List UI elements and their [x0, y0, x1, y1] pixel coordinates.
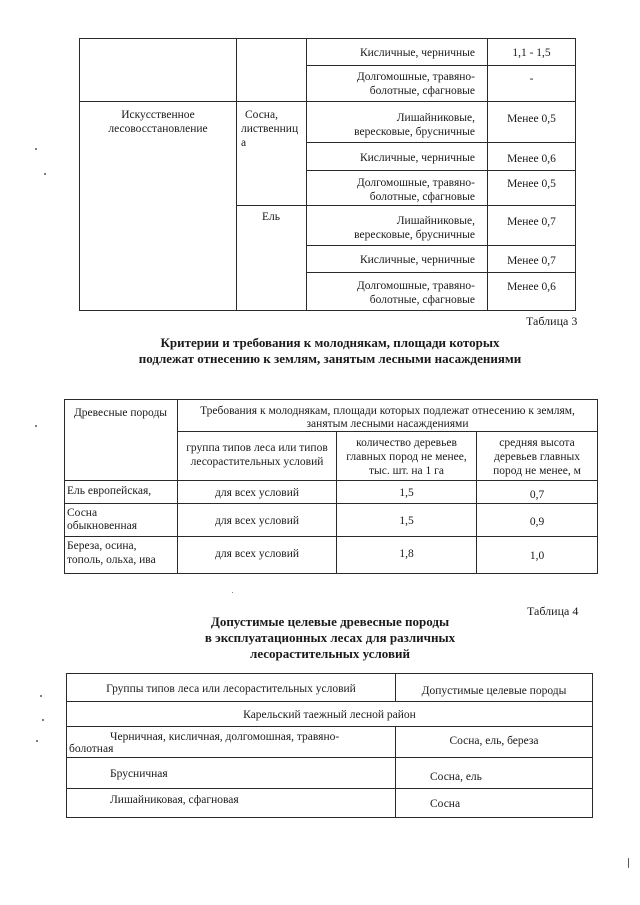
value-cell: Менее 0,7: [507, 255, 556, 267]
forest-type-cell: Лишайниковые,: [396, 215, 475, 227]
table-cell: 1,5: [399, 515, 414, 527]
value-cell: Менее 0,5: [507, 178, 556, 190]
table-cell: Сосна, ель, береза: [449, 735, 539, 747]
table-cell: для всех условий: [214, 548, 300, 560]
table-cell: Ель европейская,: [67, 485, 152, 497]
column-header: группа типов леса или типов: [186, 442, 328, 454]
forest-type-cell: вересковые, брусничные: [354, 126, 475, 138]
table-3-title: Критерии и требования к молоднякам, площади которых: [160, 335, 500, 350]
table-cell: 1,0: [529, 550, 545, 562]
table-3-title: подлежат отнесению к землям, занятым лесными насаждениями: [138, 351, 522, 366]
table-cell: 1,5: [399, 487, 414, 499]
forest-type-cell: Долгомошные, травяно-: [356, 177, 475, 189]
method-cell: Искусственное: [121, 109, 195, 121]
column-header: пород не менее, м: [493, 465, 581, 477]
column-header: тыс. шт. на 1 га: [369, 465, 444, 477]
value-cell: -: [529, 73, 534, 85]
species-cell: Ель: [262, 211, 281, 223]
table-4-title: Допустимые целевые древесные породы: [210, 614, 450, 629]
column-header: Допустимые целевые породы: [421, 685, 567, 697]
table-cell: для всех условий: [214, 515, 300, 527]
column-header: занятым лесными насаждениями: [306, 418, 469, 430]
table-cell: Сосна: [67, 507, 98, 519]
column-header: деревьев главных: [494, 451, 580, 463]
value-cell: 1,1 - 1,5: [512, 47, 551, 59]
forest-type-cell: вересковые, брусничные: [354, 229, 475, 241]
forest-type-cell: болотные, сфагновые: [369, 85, 475, 97]
table-cell: для всех условий: [214, 487, 300, 499]
column-header: главных пород не менее,: [346, 451, 467, 463]
table-cell: Береза, осина,: [67, 540, 137, 552]
forest-type-cell: Кисличные, черничные: [359, 47, 475, 59]
table-cell: 0,7: [529, 489, 545, 501]
forest-type-cell: Лишайниковые,: [396, 112, 475, 124]
table-4-title: в эксплуатационных лесах для различных: [204, 630, 456, 645]
forest-type-cell: болотные, сфагновые: [369, 191, 475, 203]
value-cell: Менее 0,5: [507, 113, 556, 125]
value-cell: Менее 0,6: [507, 281, 556, 293]
forest-type-cell: Кисличные, черничные: [359, 254, 475, 266]
column-header: количество деревьев: [356, 437, 457, 449]
forest-type-cell: болотные, сфагновые: [369, 294, 475, 306]
column-header: Древесные породы: [73, 407, 168, 419]
species-cell: Сосна,: [245, 109, 278, 121]
species-cell: лиственниц: [241, 123, 299, 135]
column-header: лесорастительных условий: [190, 456, 324, 468]
table-4-label: Таблица 4: [527, 604, 579, 618]
region-row: Карельский таежный лесной район: [243, 709, 416, 721]
table-cell: болотная: [69, 743, 114, 755]
method-cell: лесовосстановление: [108, 123, 208, 135]
column-header: Требования к молоднякам, площади которых подлежат отнесению к землям,: [200, 405, 575, 417]
forest-type-cell: Долгомошные, травяно-: [356, 280, 475, 292]
forest-type-cell: Долгомошные, травяно-: [356, 71, 475, 83]
table-3-label: Таблица 3: [526, 314, 578, 328]
table-cell: 1,8: [399, 548, 414, 560]
table-cell: 0,9: [529, 516, 545, 528]
table-cell: Брусничная: [110, 768, 168, 780]
table-cell: Черничная, кисличная, долгомошная, травяно-: [110, 731, 340, 743]
table-cell: Сосна: [430, 798, 461, 810]
value-cell: Менее 0,6: [507, 153, 556, 165]
species-cell: а: [241, 137, 247, 149]
table-cell: Сосна, ель: [430, 771, 482, 783]
table-cell: тополь, ольха, ива: [67, 554, 156, 566]
column-header: средняя высота: [499, 437, 575, 449]
column-header: Группы типов леса или лесорастительных условий: [106, 683, 356, 695]
table-cell: обыкновенная: [67, 520, 137, 532]
table-4-title: лесорастительных условий: [250, 646, 410, 661]
table-cell: Лишайниковая, сфагновая: [110, 794, 239, 806]
value-cell: Менее 0,7: [507, 216, 556, 228]
forest-type-cell: Кисличные, черничные: [359, 152, 475, 164]
